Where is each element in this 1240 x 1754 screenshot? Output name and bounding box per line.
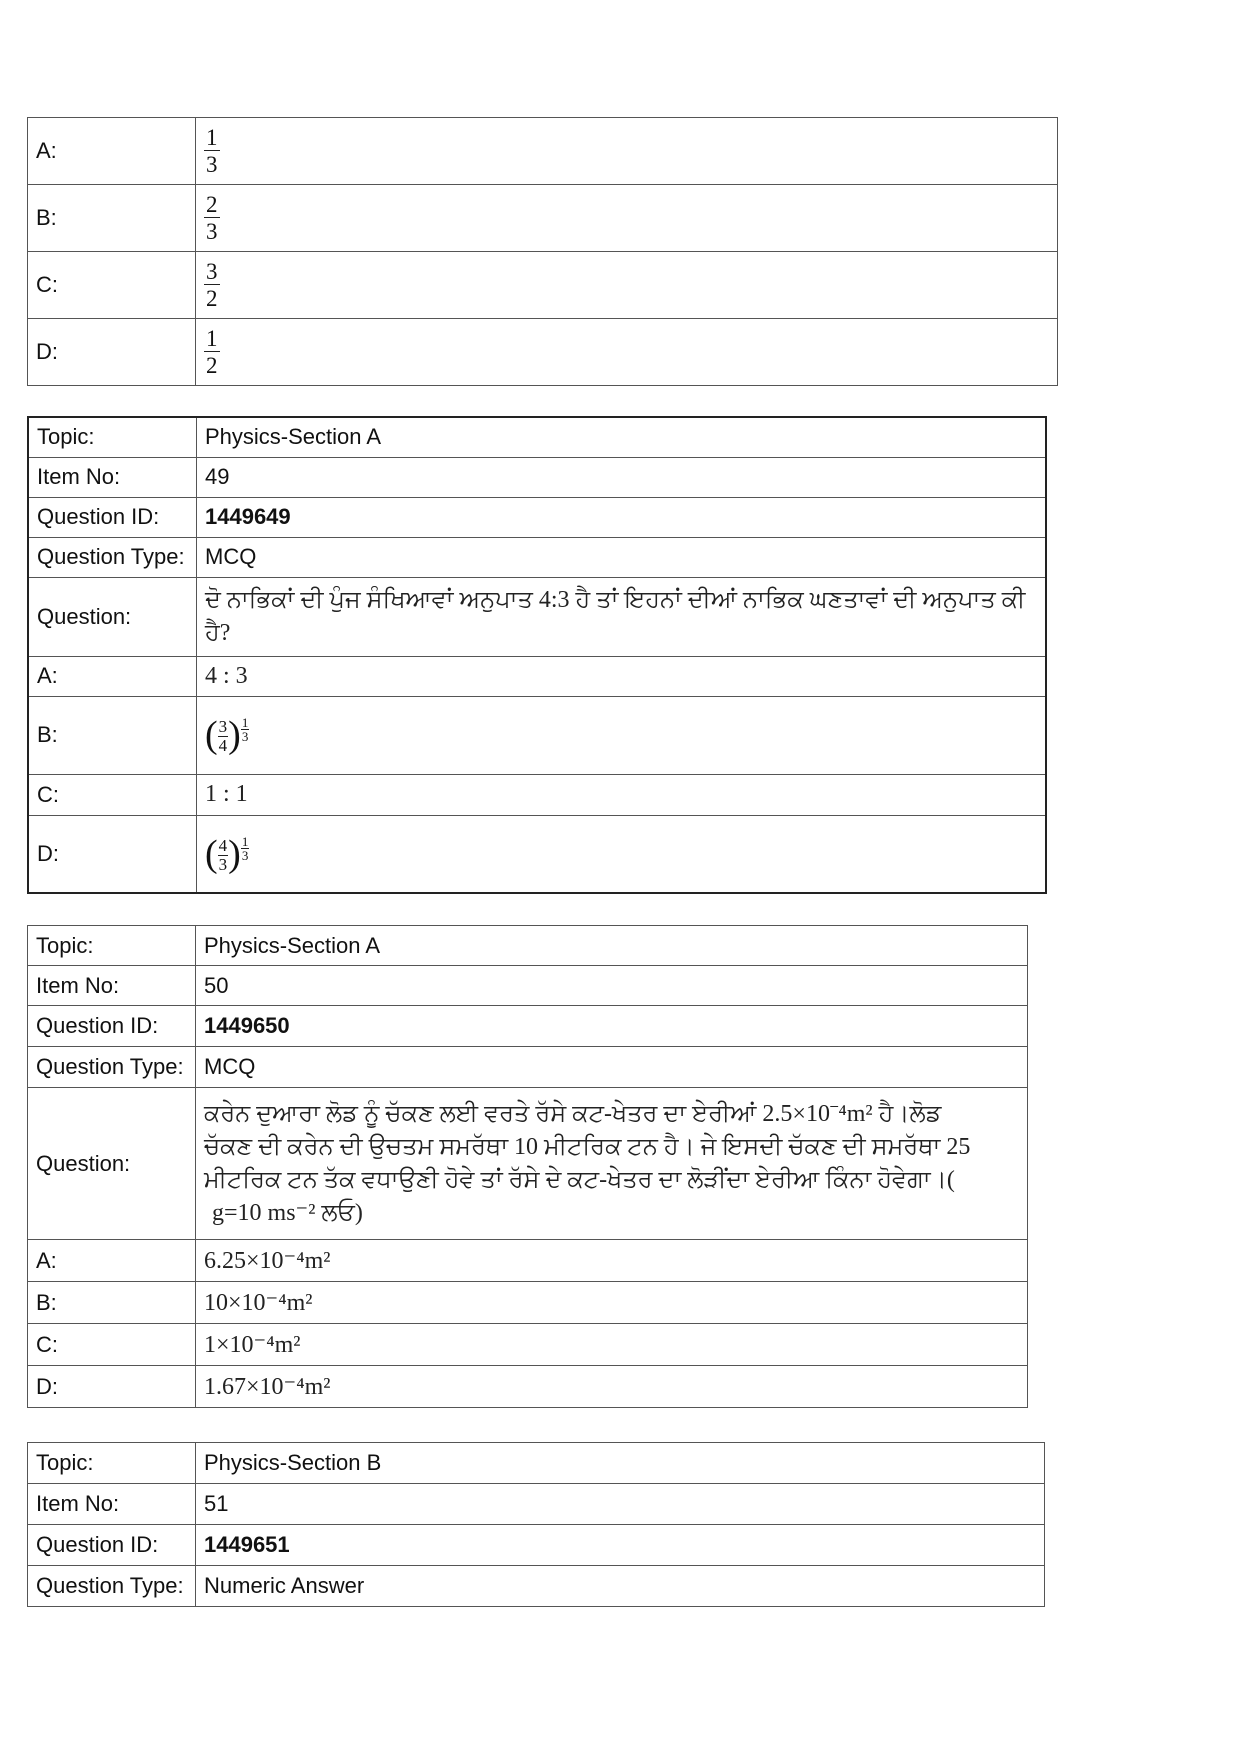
question-type-value: MCQ: [197, 537, 1047, 577]
topic-label: Topic:: [28, 417, 197, 457]
question-text: [196, 1088, 1028, 1240]
question-id-label: Question ID:: [28, 497, 197, 537]
question-label: Question:: [28, 577, 197, 656]
option-value: [196, 118, 1058, 185]
item-no-row: [28, 457, 1046, 497]
item-no-label: Item No:: [28, 457, 197, 497]
option-row-c: [28, 774, 1046, 815]
option-row-d: [28, 1366, 1028, 1408]
item-no-value: 51: [196, 1484, 1045, 1525]
fraction: $\frac{1}{3}$: [206, 125, 218, 177]
option-label: D:: [28, 319, 196, 386]
item-no-value: 49: [197, 457, 1047, 497]
topic-label: Topic:: [28, 1443, 196, 1484]
option-value: 4 : 3: [197, 656, 1047, 696]
question-line: ਕਰੇਨ ਦੁਆਰਾ ਲੋਡ ਨੂੰ ਚੱਕਣ ਲਈ ਵਰਤੇ ਰੱਸੇ ਕਟ-ਖੇਤਰ ਦਾ ਏਰੀਆਂ 2.5×10⁻⁴m² ਹੈ।ਲੋਡ: [204, 1100, 942, 1127]
item-no-row: [28, 966, 1028, 1006]
option-value: [196, 252, 1058, 319]
question-id-value: 1449649: [197, 497, 1047, 537]
option-row-b: [28, 696, 1046, 774]
option-label: D:: [28, 815, 197, 893]
question-table-49: [27, 416, 1047, 894]
topic-row: [28, 1443, 1045, 1484]
question-type-row: [28, 1566, 1045, 1607]
topic-value: Physics-Section A: [196, 926, 1028, 966]
option-value: [196, 185, 1058, 252]
topic-row: [28, 417, 1046, 457]
question-id-label: Question ID:: [28, 1006, 196, 1047]
question-type-row: [28, 1047, 1028, 1088]
option-value: 1×10⁻⁴m²: [196, 1324, 1028, 1366]
question-label: Question:: [28, 1088, 196, 1240]
question-type-row: [28, 537, 1046, 577]
item-no-label: Item No:: [28, 966, 196, 1006]
option-value: 1 : 1: [197, 774, 1047, 815]
option-row-b: [28, 1282, 1028, 1324]
option-row-b: [28, 185, 1058, 252]
option-label: B:: [28, 185, 196, 252]
option-row-c: [28, 1324, 1028, 1366]
fraction: $\frac{3}{2}$: [206, 259, 218, 311]
item-no-value: 50: [196, 966, 1028, 1006]
option-row-d: [28, 815, 1046, 893]
question-id-row: [28, 497, 1046, 537]
option-label: C:: [28, 252, 196, 319]
option-row-a: [28, 118, 1058, 185]
question-line: g=10 ms⁻² ਲਓ): [212, 1199, 363, 1226]
option-label: A:: [28, 656, 197, 696]
question-text: ਦੋ ਨਾਭਿਕਾਂ ਦੀ ਪੁੰਜ ਸੰਖਿਆਵਾਂ ਅਨੁਪਾਤ 4:3 ਹੈ ਤਾਂ ਇਹਨਾਂ ਦੀਆਂ ਨਾਭਿਕ ਘਣਤਾਵਾਂ ਦੀ ਅਨੁਪਾਤ ਕੀ ਹੈ?: [197, 577, 1047, 656]
question-type-label: Question Type:: [28, 1047, 196, 1088]
option-value: [196, 319, 1058, 386]
question-line: ਮੀਟਰਿਕ ਟਨ ਤੱਕ ਵਧਾਉਣੀ ਹੋਵੇ ਤਾਂ ਰੱਸੇ ਦੇ ਕਟ-ਖੇਤਰ ਦਾ ਲੋੜੀਂਦਾ ਏਰੀਆ ਕਿੰਨਾ ਹੋਵੇਗਾ।(: [204, 1166, 955, 1193]
question-id-value: 1449650: [196, 1006, 1028, 1047]
option-value: 1.67×10⁻⁴m²: [196, 1366, 1028, 1408]
topic-label: Topic:: [28, 926, 196, 966]
option-value: 6.25×10⁻⁴m²: [196, 1240, 1028, 1282]
question-type-label: Question Type:: [28, 1566, 196, 1607]
topic-value: Physics-Section A: [197, 417, 1047, 457]
topic-value: Physics-Section B: [196, 1443, 1045, 1484]
fraction: $\frac{2}{3}$: [206, 192, 218, 244]
question-id-row: [28, 1525, 1045, 1566]
question-row: [28, 577, 1046, 656]
question-type-value: MCQ: [196, 1047, 1028, 1088]
item-no-row: [28, 1484, 1045, 1525]
option-label: A:: [28, 118, 196, 185]
question-line: ਚੱਕਣ ਦੀ ਕਰੇਨ ਦੀ ਉਚਤਮ ਸਮਰੱਥਾ 10 ਮੀਟਰਿਕ ਟਨ ਹੈ। ਜੇ ਇਸਦੀ ਚੱਕਣ ਦੀ ਸਮਰੱਥਾ 25: [204, 1133, 971, 1160]
item-no-label: Item No:: [28, 1484, 196, 1525]
question-table-50: [27, 925, 1028, 1408]
power-fraction: ( $\frac{4}{3}$ ) $\frac{1}{3}$: [205, 832, 249, 875]
fraction: $\frac{1}{2}$: [206, 326, 218, 378]
option-label: A:: [28, 1240, 196, 1282]
option-label: B:: [28, 1282, 196, 1324]
option-row-d: [28, 319, 1058, 386]
question-type-value: Numeric Answer: [196, 1566, 1045, 1607]
question-type-label: Question Type:: [28, 537, 197, 577]
question-id-value: 1449651: [196, 1525, 1045, 1566]
option-value: [197, 696, 1047, 774]
question-table-51: [27, 1442, 1045, 1607]
option-label: C:: [28, 1324, 196, 1366]
option-value: [197, 815, 1047, 893]
power-fraction: ( $\frac{3}{4}$ ) $\frac{1}{3}$: [205, 714, 249, 756]
topic-row: [28, 926, 1028, 966]
option-row-c: [28, 252, 1058, 319]
question-id-label: Question ID:: [28, 1525, 196, 1566]
option-label: D:: [28, 1366, 196, 1408]
option-row-a: [28, 1240, 1028, 1282]
option-value: 10×10⁻⁴m²: [196, 1282, 1028, 1324]
option-label: C:: [28, 774, 197, 815]
option-row-a: [28, 656, 1046, 696]
option-label: B:: [28, 696, 197, 774]
question-row: [28, 1088, 1028, 1240]
options-table-previous: [27, 117, 1058, 386]
question-id-row: [28, 1006, 1028, 1047]
